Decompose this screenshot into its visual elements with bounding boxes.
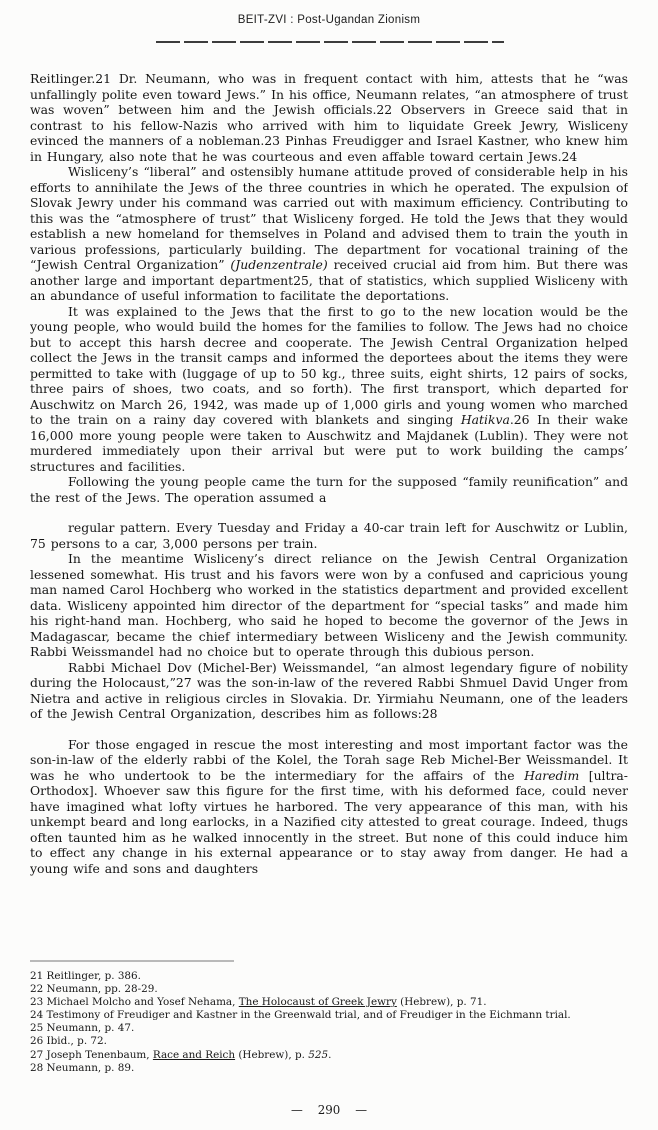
paragraph xyxy=(30,164,628,304)
text-run: Following the young people came the turn for the supposed “family reunification” and the rest of the Jews. The operation assumed a xyxy=(30,474,628,505)
footnote xyxy=(30,1062,630,1075)
text-run: 21 Reitlinger, p. 386. xyxy=(30,970,141,982)
text-run: It was explained to the Jews that the first to go to the new location would be the young people, who would build the homes for the families to follow. The Jews had no choice but to accept this harsh decree and cooperate. The Jewish Central Organization helped collect the Jews in the transit camps and informed the deportees about the items they were permitted to take with (luggage of up to 50 kg., three suits, eight shirts, 12 pairs of socks, three pairs of shoes, two coats, and so forth). The first transport, which departed for Auschwitz on March 26, 1942, was made up of 1,000 girls and young women who marched to the train on a rainy day covered with blankets and singing xyxy=(30,303,628,427)
footnote-separator xyxy=(30,960,234,962)
paragraph xyxy=(30,551,628,660)
paragraph xyxy=(30,520,628,551)
paragraph xyxy=(30,660,628,722)
footnote xyxy=(30,1035,630,1048)
paragraph xyxy=(30,737,628,877)
underlined-title: Race and Reich xyxy=(152,1048,236,1061)
footnote xyxy=(30,970,630,983)
text-run: 22 Neumann, pp. 28-29. xyxy=(30,983,158,996)
text-run: regular pattern. Every Tuesday and Friday a 40-car train left for Auschwitz or Lublin, 75 persons to a car, 3,000 persons per train. xyxy=(30,520,628,551)
running-header-title: BEIT-ZVI : Post-Ugandan Zionism xyxy=(237,14,421,26)
text-run: received crucial aid from him. But there was another large and important department25, that of statistics, which supplied Wisliceny with an abundance of useful information to facilitate the deportations. xyxy=(30,257,628,303)
footnote xyxy=(30,1022,630,1035)
paragraph xyxy=(30,71,628,164)
text-run: 24 Testimony of Freudiger and Kastner in the Greenwald trial, and of Freudiger in the Eichmann trial. xyxy=(30,1009,571,1022)
italic-text: (Judenzentrale) xyxy=(230,257,328,272)
text-run: 28 Neumann, p. 89. xyxy=(30,1061,135,1074)
italic-text: 525 xyxy=(308,1048,329,1061)
footnotes xyxy=(30,970,630,1075)
footnote xyxy=(30,1049,630,1062)
text-run: [ultra-Orthodox]. Whoever saw this figure for the first time, with his deformed face, could never have imagined what lofty virtues he harbored. The very appearance of this man, with his unkempt beard and long earlocks, in a Nazified city attested to great courage. Indeed, thugs often taunted him as he walked innocently in the street. But none of this could induce him to effect any change in his external appearance or to stay away from danger. He had a young wife and sons and daughters xyxy=(30,767,628,876)
footnote xyxy=(30,996,630,1009)
paragraph xyxy=(30,474,628,505)
footer-dash-left: — xyxy=(290,1103,303,1117)
text-run: 23 Michael Molcho and Yosef Nehama, xyxy=(30,996,239,1009)
text-run: 25 Neumann, p. 47. xyxy=(30,1022,135,1035)
paragraph xyxy=(30,304,628,475)
text-run: For those engaged in rescue the most interesting and most important factor was the son-in-law of the elderly rabbi of the Kolel, the Torah sage Reb Michel-Ber Weissmandel. It was he who undertook to be the intermediary for the affairs of the xyxy=(30,736,628,783)
footnote xyxy=(30,1009,630,1022)
page-number: 290 xyxy=(317,1103,341,1117)
text-run: 27 Joseph Tenenbaum, xyxy=(30,1048,153,1061)
text-run: (Hebrew), p. xyxy=(235,1048,309,1061)
italic-text: Haredim xyxy=(524,767,580,783)
text-run: . xyxy=(328,1048,332,1061)
text-run: Reitlinger.21 Dr. Neumann, who was in frequent contact with him, attests that he “was unfallingly polite even toward Jews.” In his office, Neumann relates, “an atmosphere of trust was woven” between him and the Jewish officials.22 Observers in Greece said that in contrast to his fellow-Nazis who arrived with him to liquidate Greek Jewry, Wisliceny evinced the manners of a nobleman.23 Pinhas Freudigger and Israel Kastner, who knew him in Hungary, also note that he was courteous and even affable toward certain Jews.24 xyxy=(30,71,628,164)
text-run: Rabbi Michael Dov (Michel-Ber) Weissmandel, “an almost legendary figure of nobility during the Holocaust,”27 was the son-in-law of the revered Rabbi Shmuel David Unger from Nietra and active in religious circles in Slovakia. Dr. Yirmiahu Neumann, one of the leaders of the Jewish Central Organization, describes him as follows:28 xyxy=(30,659,628,721)
underlined-title: The Holocaust of Greek Jewry xyxy=(238,996,397,1009)
text-run: .26 In their wake 16,000 more young people were taken to Auschwitz and Majdanek (Lublin). They were not murdered immediately upon their arrival but were put to work building the camps’ structures and facilities. xyxy=(30,412,628,474)
page-footer xyxy=(0,1103,658,1117)
footnote xyxy=(30,983,630,996)
text-run: (Hebrew), p. 71. xyxy=(396,996,487,1009)
text-run: In the meantime Wisliceny’s direct reliance on the Jewish Central Organization lessened somewhat. His trust and his favors were won by a confused and capricious young man named Carol Hochberg who worked in the statistics department and provided excellent data. Wisliceny appointed him director of the department for “special tasks” and made him his right-hand man. Hochberg, who said he hoped to become the governor of the Jews in Madagascar, became the chief intermediary between Wisliceny and the Jewish community. Rabbi Weissmandel had no choice but to operate through this dubious person. xyxy=(30,551,628,659)
page-body xyxy=(30,71,628,955)
italic-text: Hatikva xyxy=(460,412,510,427)
header-rule xyxy=(156,41,504,43)
footer-dash-right: — xyxy=(355,1103,368,1117)
text-run: Wisliceny’s “liberal” and ostensibly humane attitude proved of considerable help in his efforts to annihilate the Jews of the three countries in which he operated. The expulsion of Slovak Jewry under his command was carried out with maximum efficiency. Contributing to this was the “atmosphere of trust” that Wisliceny forged. He told the Jews that they would establish a new homeland for themselves in Poland and advised them to train the youth in various professions, particularly building. The department for vocational training of the “Jewish Central Organization” xyxy=(30,164,628,272)
text-run: 26 Ibid., p. 72. xyxy=(30,1035,107,1048)
